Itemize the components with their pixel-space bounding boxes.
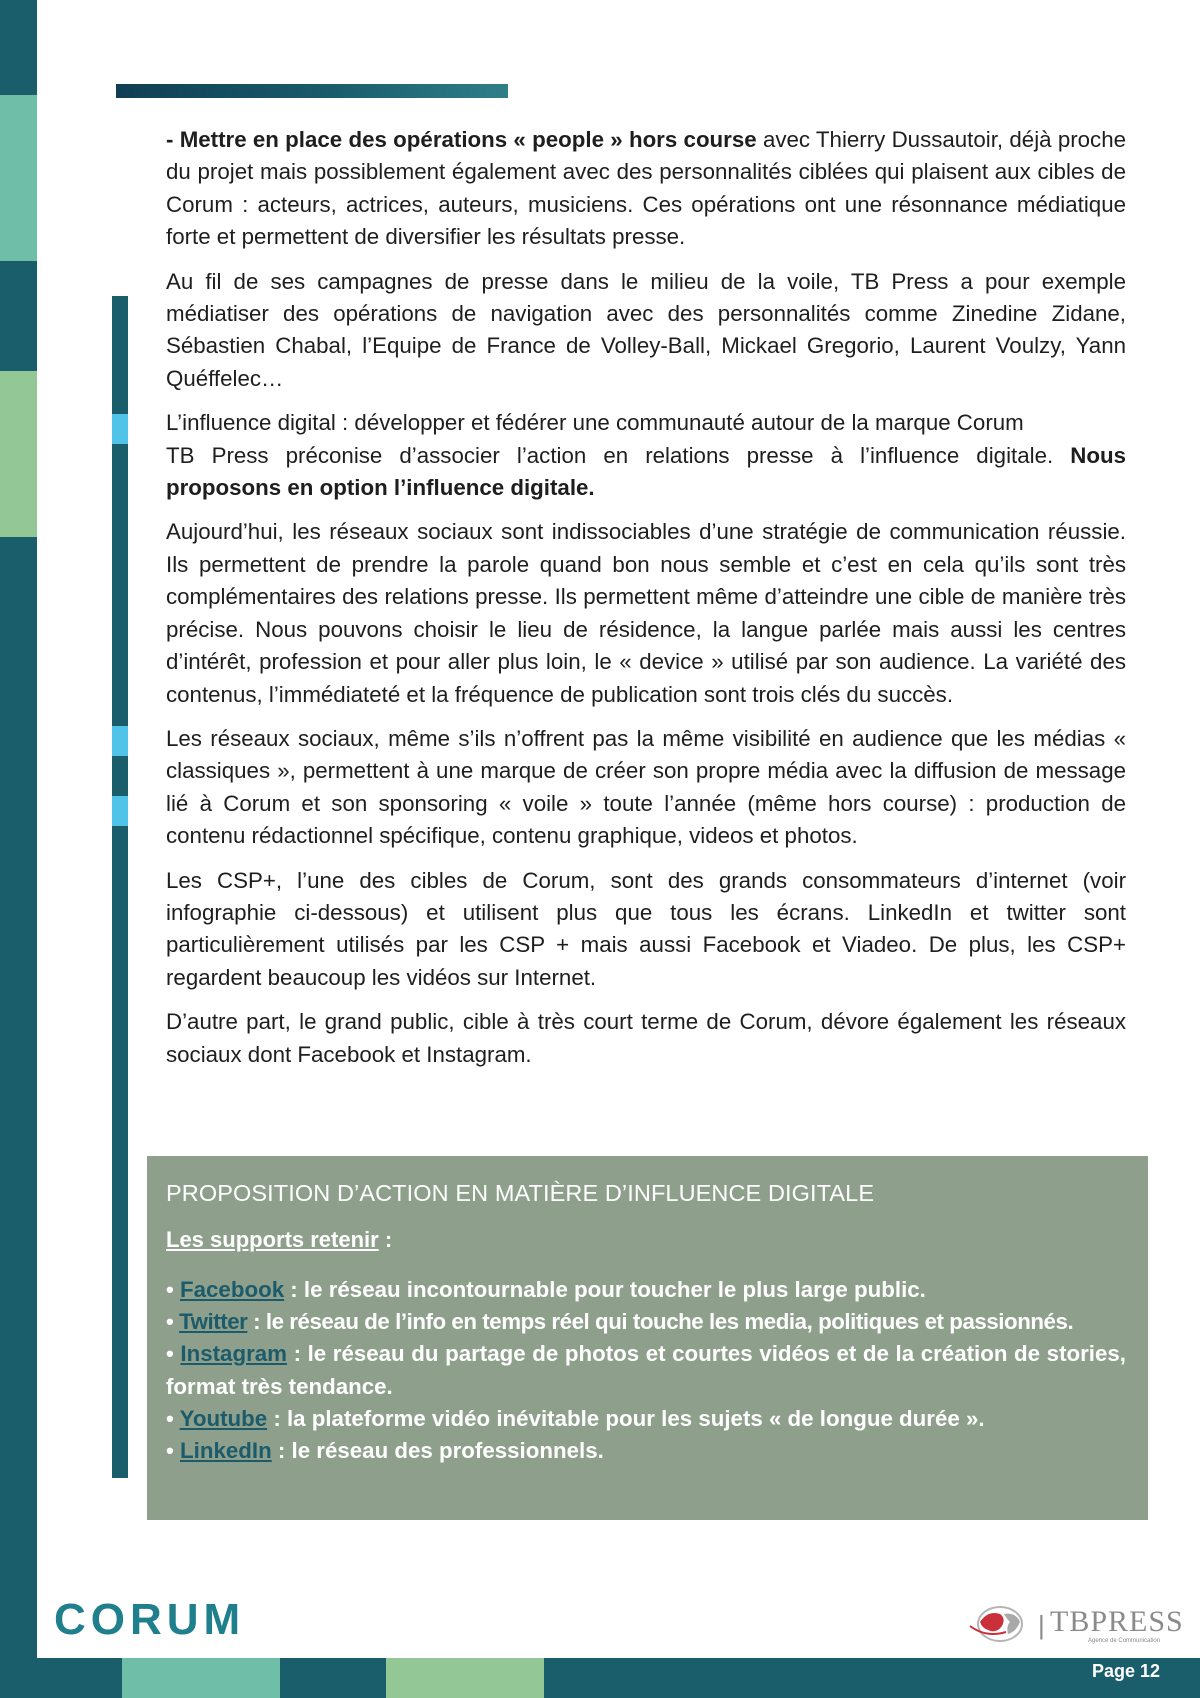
tbpress-logo: [966, 1604, 1184, 1646]
influence-heading-line: L’influence digital : développer et fédérer une communauté autour de la marque Corum: [166, 410, 1024, 436]
item-description: : la plateforme vidéo inévitable pour les sujets « de longue durée ».: [267, 1405, 985, 1431]
linkedin-link[interactable]: LinkedIn: [180, 1438, 272, 1464]
paragraph-own-media: Les réseaux sociaux, même s’ils n’offrent pas la même visibilité en audience que les médias « classiques », permettent à une marque de créer son propre média avec la diffusion de message lié à Corum et son sponsoring « voile » toute l’année (même hors course) : production de contenu rédactionnel spécifique, contenu graphique, videos et photos.: [166, 725, 1126, 849]
bullet: •: [166, 1277, 174, 1302]
item-description: : le réseau des professionnels.: [271, 1438, 604, 1464]
bold-text-c: » hors course: [603, 127, 757, 152]
instagram-link[interactable]: Instagram: [180, 1341, 287, 1367]
supports-subtitle-colon: :: [378, 1227, 393, 1252]
body-text: [166, 124, 1126, 1083]
content-side-stripe: [112, 296, 128, 1478]
list-item-youtube: [166, 1403, 1126, 1435]
globe-logo-icon: [966, 1604, 1034, 1644]
facebook-link[interactable]: Facebook: [180, 1277, 285, 1302]
twitter-link[interactable]: Twitter: [179, 1309, 248, 1335]
list-item-twitter: [166, 1306, 1126, 1338]
paragraph-people-operations: [166, 124, 1126, 254]
item-description: : le réseau du partage de photos et courtes vidéos et de la création de stories, format très tendance.: [166, 1341, 1126, 1399]
bold-text-a: - Mettre en place des opérations «: [166, 127, 533, 152]
header-accent-bar: [116, 84, 508, 98]
bullet: •: [166, 1405, 174, 1431]
bullet: •: [166, 1438, 174, 1464]
list-item-instagram: [166, 1338, 1126, 1402]
supports-list: [166, 1274, 1126, 1467]
bold-intro: [166, 127, 757, 152]
page-number: Page 12: [1091, 1661, 1160, 1681]
influence-option-bold: Nous proposons en option l’influence digitale.: [166, 442, 1126, 501]
paragraph-general-public: D’autre part, le grand public, cible à très court terme de Corum, dévore également les réseaux sociaux dont Facebook et Instagram.: [166, 1009, 1126, 1067]
paragraph-social-networks: Aujourd’hui, les réseaux sociaux sont indissociables d’une stratégie de communication réussie. Ils permettent de prendre la parole quand bon nous semble et c’est en cela qu’ils sont très complémentaires des relations presse. Ils permettent même d’atteindre une cible de manière très précise. Nous pouvons choisir le lieu de résidence, la langue parlée mais aussi les centres d’intérêt, profession et pour aller plus loin, le « device » utilisé par son audience. La variété des contenus, l’immédiateté et la fréquence de publication sont trois clés du succès.: [166, 519, 1126, 707]
influence-text: TB Press préconise d’associer l’action en relations presse à l’influence digitale.: [166, 442, 1071, 468]
list-item-facebook: [166, 1274, 1126, 1306]
paragraph-campaign-examples: Au fil de ses campagnes de presse dans le milieu de la voile, TB Press a pour exemple médiatiser des opérations de navigation avec des personnalités comme Zinedine Zidane, Sébastien Chabal, l’Equipe de France de Volley-Ball, Mickael Gregorio, Laurent Voulzy, Yann Quéffelec…: [166, 268, 1126, 391]
logo-separator: |: [1038, 1610, 1045, 1640]
youtube-link[interactable]: Youtube: [179, 1405, 268, 1431]
bold-text-b: people: [532, 127, 604, 152]
paragraph-digital-influence: [166, 407, 1126, 504]
tbpress-tagline: Agence de Communication: [1088, 1638, 1161, 1644]
supports-subtitle-text: Les supports retenir: [166, 1227, 379, 1252]
proposal-title: PROPOSITION D’ACTION EN MATIÈRE D’INFLUENCE DIGITALE: [166, 1180, 875, 1206]
tbpress-wordmark: TBPRESS: [1050, 1605, 1184, 1638]
bullet: •: [166, 1309, 174, 1335]
paragraph-text: avec Thierry Dussautoir, déjà proche du projet mais possiblement également avec des personnalités ciblées qui plaisent aux cibles de Corum : acteurs, actrices, auteurs, musiciens. Ces opérations ont une résonnance médiatique forte et permettent de diversifier les résultats presse.: [166, 127, 1127, 250]
proposal-box: [147, 1156, 1148, 1520]
supports-subtitle: [166, 1224, 1126, 1256]
paragraph-csp-targets: Les CSP+, l’une des cibles de Corum, sont des grands consommateurs d’internet (voir infographie ci-dessous) et utilisent plus que tous les écrans. LinkedIn et twitter sont particulièrement utilisés par les CSP + mais aussi Facebook et Viadeo. De plus, les CSP+ regardent beaucoup les vidéos sur Internet.: [166, 867, 1126, 990]
item-description: : le réseau incontournable pour toucher le plus large public.: [284, 1277, 926, 1302]
list-item-linkedin: [166, 1435, 1126, 1467]
left-decorative-stripe: [0, 0, 37, 1698]
bottom-decorative-stripe: [37, 1658, 1200, 1698]
bullet: •: [166, 1341, 174, 1367]
item-description: : le réseau de l’info en temps réel qui touche les media, politiques et passionnés.: [247, 1309, 1074, 1335]
proposal-box-content: [166, 1176, 1126, 1467]
corum-logo: CORUM: [54, 1595, 246, 1644]
